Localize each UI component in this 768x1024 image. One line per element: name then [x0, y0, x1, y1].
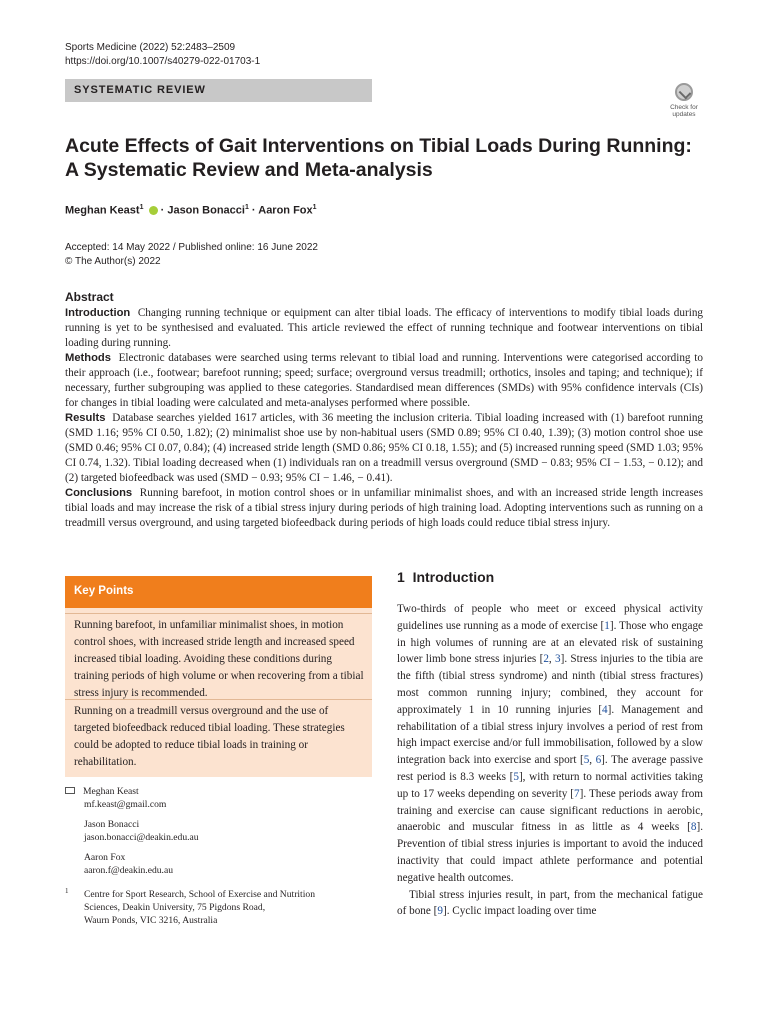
badge-line-2: updates	[672, 111, 696, 118]
correspondent-name: Jason Bonacci	[84, 819, 140, 830]
title-line-1: Acute Effects of Gait Interventions on Tibial Loads During Running:	[65, 135, 692, 157]
section-label: Introduction	[65, 307, 131, 319]
abstract-introduction	[65, 306, 703, 351]
author-affiliation: 1	[312, 204, 317, 211]
correspondent-name: Aaron Fox	[84, 852, 126, 863]
key-points-box	[65, 576, 372, 777]
author-name[interactable]: Aaron Fox	[258, 204, 313, 217]
citation-link[interactable]: 9	[437, 905, 443, 918]
badge-line-1: Check for	[670, 104, 698, 111]
affiliation-line: Sciences, Deakin University, 75 Pigdons Road,	[84, 902, 266, 913]
key-point-item: Running barefoot, in unfamiliar minimalist shoes, in motion control shoes, with increased stride length and increased speed increased tibial loading. Avoiding these conditions during training periods of high volume or when recovering from a tibial stress injury is recommended.	[65, 613, 372, 702]
introduction-heading	[397, 569, 494, 585]
correspondent-email[interactable]: aaron.f@deakin.edu.au	[84, 865, 174, 876]
introduction-paragraph: Two-thirds of people who meet or exceed physical activity guidelines use running as a mode of exercise [1]. Those who engage in high volumes of running are at an elevated risk of sustaining lower limb bone stress injuries [2, 3]. Stress injuries to the tibia are the fifth (tibial stress syndrome) and ninth (tibial stress fractures) most common running injury; combined, they account for approximately 1 in 10 running injuries [4]. Management and rehabilitation of a tibial stress injury involves a period of rest from high impact exercise and/or full immobilisation, followed by a slow integration back into exercise and sport [5, 6]. The average passive rest period is 8.3 weeks [5], with return to normal activities taking up to 17 weeks depending on severity [7]. These periods away from training and exercise can cause significant reductions in aerobic, anaerobic and muscular fitness in as little as 4 weeks [8]. Prevention of tibial stress injuries is important to avoid the induced inactivity that could impact athlete performance and potential negative health outcomes.	[397, 603, 704, 884]
section-number: 1	[397, 569, 405, 585]
accepted-published-dates: Accepted: 14 May 2022 / Published online: 16 June 2022	[65, 242, 318, 253]
publication-dates	[65, 241, 318, 269]
affiliation-number: 1	[65, 887, 69, 895]
key-points-heading: Key Points	[74, 585, 134, 597]
article-type-banner	[65, 79, 372, 102]
citation-link[interactable]: 1	[604, 619, 610, 632]
mail-icon	[65, 787, 75, 794]
citation-link[interactable]: 7	[574, 787, 580, 800]
section-text: Database searches yielded 1617 articles, with 36 meeting the inclusion criteria. Tibial loading increased with (1) barefoot running (SMD 1.16; 95% CI 0.50, 1.82); (2) minimalist shoe use by non-habitual users (SMD 0.89; 95% CI 0.40, 1.39); (3) motion control shoe use (SMD 0.46; 95% CI 0.07, 0.84); (4) increased stride length (SMD 0.86; 95% CI 0.18, 1.55); and (5) increased running speed (SMD 1.03; 95% CI 0.74, 1.32). Tibial loading decreased when (1) individuals ran on a treadmill versus overground (SMD − 0.83; 95% CI − 1.53, − 0.12); and (2) targeted biofeedback was used (SMD − 0.93; 95% CI − 1.46, − 0.41).	[65, 412, 704, 484]
correspondent-email[interactable]: mf.keast@gmail.com	[84, 799, 167, 810]
key-points-header	[65, 576, 372, 608]
introduction-body	[397, 601, 703, 920]
section-label: Results	[65, 412, 106, 424]
introduction-paragraph: Tibial stress injuries result, in part, from the mechanical fatigue of bone [9]. Cyclic impact loading over time	[397, 888, 703, 918]
citation-link[interactable]: 2	[543, 653, 549, 666]
correspondent-name: Meghan Keast	[83, 786, 139, 797]
check-updates-icon	[675, 83, 693, 101]
section-label: Methods	[65, 352, 111, 364]
affiliation-line: Centre for Sport Research, School of Exercise and Nutrition	[84, 889, 315, 900]
author-affiliation: 1	[139, 204, 144, 211]
title-line-2: A Systematic Review and Meta-analysis	[65, 159, 433, 181]
correspondent-email[interactable]: jason.bonacci@deakin.edu.au	[84, 832, 199, 843]
journal-info	[65, 41, 260, 69]
citation-link[interactable]: 3	[555, 653, 561, 666]
abstract-conclusions	[65, 486, 703, 531]
orcid-icon[interactable]	[149, 206, 158, 215]
citation-link[interactable]: 5	[583, 754, 590, 767]
section-text: Running barefoot, in motion control shoes or in unfamiliar minimalist shoes, and with an increased stride length increases tibial loads and may increase the risk of a tibial stress injury during periods of high training load. Adopting interventions such as running on a treadmill versus overground, and using targeted biofeedback during periods of high loads could reduce tibial stress injury.	[65, 487, 703, 529]
article-type-label: SYSTEMATIC REVIEW	[74, 84, 206, 96]
abstract	[65, 290, 703, 531]
author-name[interactable]: Jason Bonacci	[167, 204, 245, 217]
citation-link[interactable]: 5	[513, 770, 519, 783]
citation-link[interactable]: 4	[602, 703, 608, 716]
author-name[interactable]: Meghan Keast	[65, 204, 140, 217]
section-label: Conclusions	[65, 487, 133, 499]
section-title: Introduction	[412, 569, 495, 585]
journal-citation: Sports Medicine (2022) 52:2483–2509	[65, 42, 236, 53]
author-affiliation: 1	[244, 204, 249, 211]
copyright-line: © The Author(s) 2022	[65, 256, 161, 267]
citation-link[interactable]: 8	[690, 821, 697, 834]
correspondence-block	[65, 785, 199, 877]
abstract-methods	[65, 351, 703, 411]
key-point-item: Running on a treadmill versus overground and the use of targeted biofeedback reduced tibial loading. These strategies could be adopted to reduce tibial loads in training or rehabilitation.	[65, 699, 372, 771]
author-list: Meghan Keast$^1$ · Jason Bonacci$^1$ · Aaron Fox$^1$	[65, 204, 317, 217]
doi-link[interactable]: https://doi.org/10.1007/s40279-022-01703-1	[65, 56, 261, 67]
section-text: Electronic databases were searched using terms relevant to tibial load and running. Interventions were categorised according to their approach (i.e., footwear; barefoot running; speed; surface; overground versus treadmill; orthotics, insoles and taping; and technique); if necessary, further subgrouping was applied to these categories. Standardised mean differences (SMDs) with 95% confidence intervals (CIs) for changes in tibial loading were calculated and meta-analyses performed where possible.	[65, 352, 704, 409]
abstract-results	[65, 411, 703, 486]
section-text: Changing running technique or equipment can alter tibial loads. The efficacy of interventions to modify tibial loads during running is yet to be synthesised and evaluated. This article reviewed the effect of running technique and footwear interventions on tibial loading during running.	[65, 307, 704, 349]
check-for-updates-badge[interactable]	[664, 83, 702, 123]
affiliation-line: Waurn Ponds, VIC 3216, Australia	[84, 915, 218, 926]
citation-link[interactable]: 6	[595, 754, 602, 767]
affiliation-block	[65, 888, 315, 927]
article-title	[65, 134, 705, 182]
abstract-heading: Abstract	[65, 290, 114, 304]
